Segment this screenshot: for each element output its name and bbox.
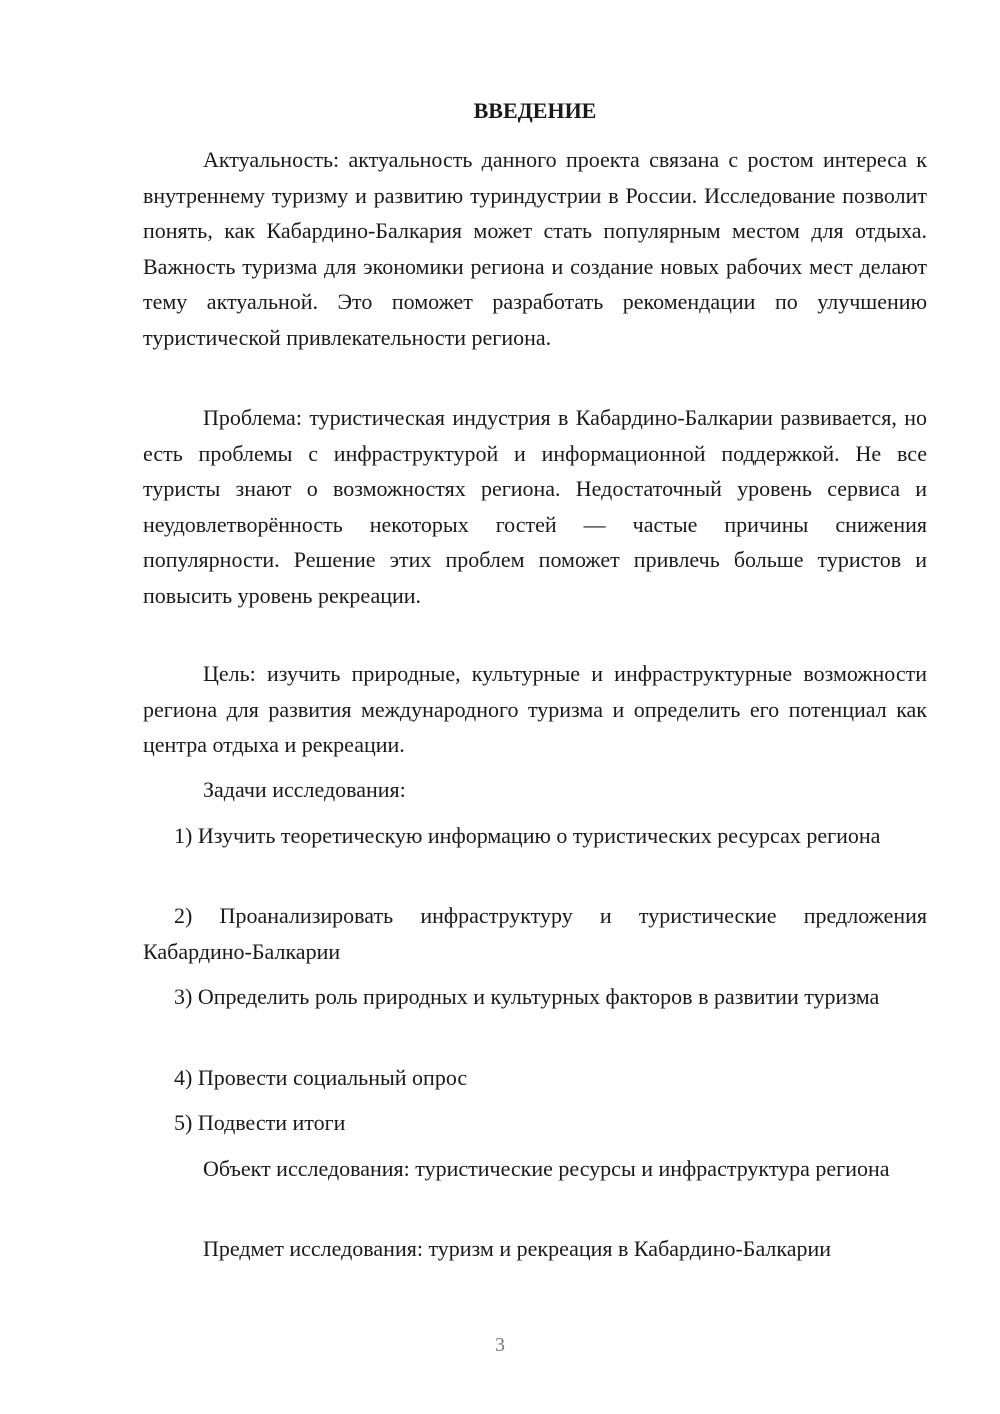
- task-item-2: 2) Проанализировать инфраструктуру и туристические предложения Кабардино-Балкарии: [143, 903, 927, 964]
- page-number: 3: [495, 1334, 505, 1356]
- tasks-heading: Задачи исследования:: [203, 777, 406, 802]
- paragraph-relevance: Актуальность: актуальность данного проекта связана с ростом интереса к внутреннему туризму и развитию туриндустрии в России. Исследование позволит понять, как Кабардино-Балкария может стать популярным местом для отдыха. Важность туризма для экономики региона и создание новых рабочих мест делают тему актуальной. Это поможет разработать рекомендации по улучшению туристической привлекательности региона.: [143, 147, 927, 350]
- page-title: ВВЕДЕНИЕ: [473, 98, 597, 123]
- task-item-4: 4) Провести социальный опрос: [174, 1065, 468, 1090]
- task-item-5: 5) Подвести итоги: [174, 1110, 346, 1135]
- paragraph-problem: Проблема: туристическая индустрия в Кабардино-Балкарии развивается, но есть проблемы с инфраструктурой и информационной поддержкой. Не все туристы знают о возможностях региона. Недостаточный уровень сервиса и неудовлетворённость некоторых гостей — частые причины снижения популярности. Решение этих проблем поможет привлечь больше туристов и повысить уровень рекреации.: [143, 405, 927, 608]
- paragraph-object: Объект исследования: туристические ресурсы и инфраструктура региона: [203, 1156, 890, 1181]
- task-item-1: 1) Изучить теоретическую информацию о туристических ресурсах региона: [174, 823, 881, 848]
- paragraph-goal: Цель: изучить природные, культурные и инфраструктурные возможности региона для развития международного туризма и определить его потенциал как центра отдыха и рекреации.: [143, 661, 927, 757]
- task-item-3: 3) Определить роль природных и культурных факторов в развитии туризма: [174, 984, 880, 1009]
- paragraph-subject: Предмет исследования: туризм и рекреация в Кабардино-Балкарии: [203, 1236, 832, 1261]
